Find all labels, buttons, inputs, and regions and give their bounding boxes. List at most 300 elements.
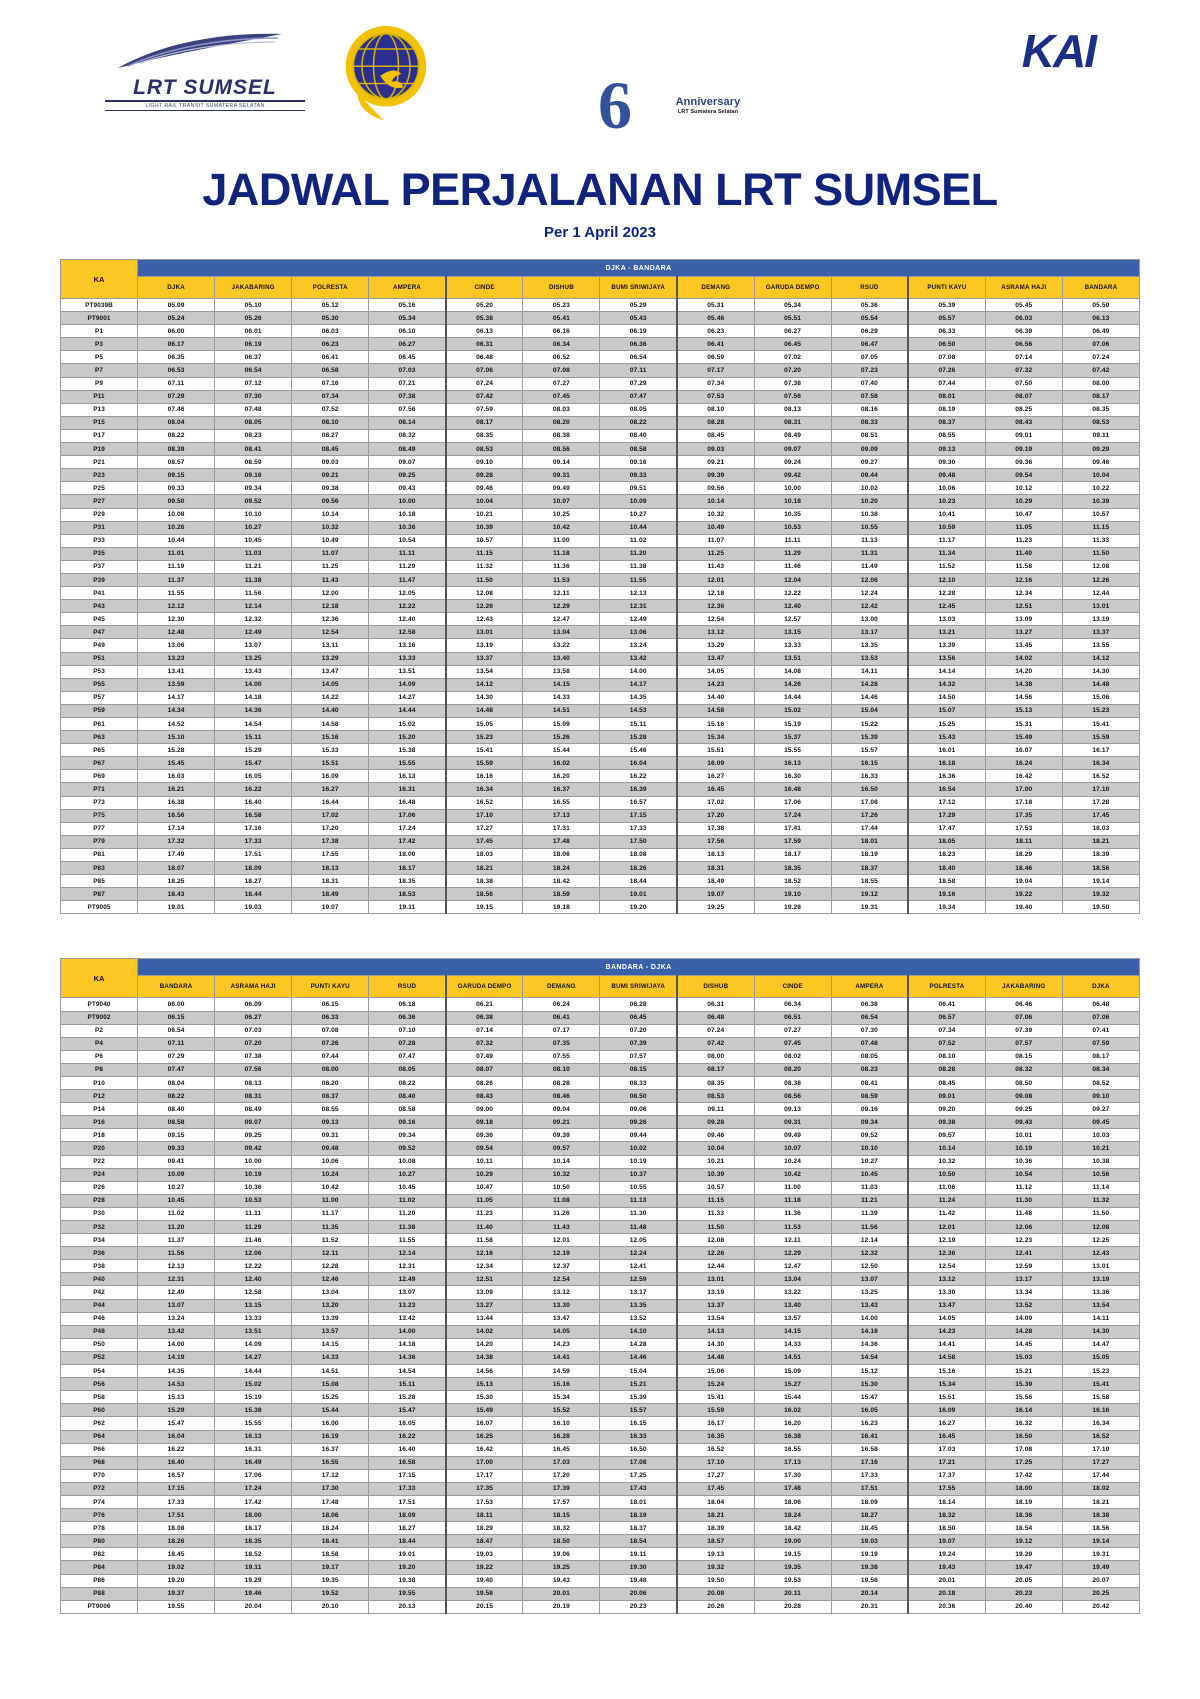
time-cell: 19.04 bbox=[985, 875, 1062, 888]
time-cell: 08.17 bbox=[677, 1063, 754, 1076]
time-cell: 08.17 bbox=[1062, 390, 1139, 403]
time-cell: 08.13 bbox=[754, 403, 831, 416]
time-cell: 17.45 bbox=[677, 1482, 754, 1495]
time-cell: 19.29 bbox=[215, 1574, 292, 1587]
time-cell: 20.26 bbox=[677, 1600, 754, 1613]
time-cell: 15.44 bbox=[523, 744, 600, 757]
time-cell: 19.22 bbox=[985, 888, 1062, 901]
time-cell: 10.20 bbox=[831, 495, 908, 508]
time-cell: 14.15 bbox=[754, 1325, 831, 1338]
anniversary-label: Anniversary bbox=[675, 95, 741, 108]
time-cell: 11.58 bbox=[985, 560, 1062, 573]
time-cell: 16.34 bbox=[446, 783, 523, 796]
time-cell: 15.51 bbox=[908, 1391, 985, 1404]
table-row bbox=[61, 573, 1140, 586]
time-cell: 11.34 bbox=[908, 547, 985, 560]
time-cell: 06.54 bbox=[215, 364, 292, 377]
time-cell: 18.40 bbox=[908, 862, 985, 875]
time-cell: 15.41 bbox=[446, 744, 523, 757]
time-cell: 13.43 bbox=[215, 665, 292, 678]
time-cell: 15.49 bbox=[446, 1404, 523, 1417]
time-cell: 19.11 bbox=[369, 901, 446, 914]
time-cell: 14.58 bbox=[908, 1351, 985, 1364]
time-cell: 11.00 bbox=[754, 1181, 831, 1194]
time-cell: 15.49 bbox=[985, 731, 1062, 744]
time-cell: 05.34 bbox=[369, 312, 446, 325]
time-cell: 09.54 bbox=[446, 1142, 523, 1155]
time-cell: 18.31 bbox=[677, 862, 754, 875]
ka-number-cell: P12 bbox=[61, 1090, 138, 1103]
time-cell: 18.37 bbox=[600, 1522, 677, 1535]
time-cell: 08.00 bbox=[677, 1050, 754, 1063]
time-cell: 13.59 bbox=[138, 678, 215, 691]
time-cell: 13.04 bbox=[754, 1273, 831, 1286]
time-cell: 14.36 bbox=[369, 1351, 446, 1364]
time-cell: 14.27 bbox=[215, 1351, 292, 1364]
ka-number-cell: P32 bbox=[61, 1221, 138, 1234]
table-row bbox=[61, 1168, 1140, 1181]
ka-number-cell: P8 bbox=[61, 1063, 138, 1076]
ka-number-cell: PT9006 bbox=[61, 1600, 138, 1613]
time-cell: 08.28 bbox=[523, 1076, 600, 1089]
time-cell: 11.53 bbox=[754, 1221, 831, 1234]
time-cell: 15.57 bbox=[600, 1404, 677, 1417]
time-cell: 18.11 bbox=[985, 835, 1062, 848]
time-cell: 15.43 bbox=[908, 731, 985, 744]
time-cell: 08.59 bbox=[831, 1090, 908, 1103]
time-cell: 09.31 bbox=[292, 1129, 369, 1142]
time-cell: 16.57 bbox=[600, 796, 677, 809]
time-cell: 11.38 bbox=[215, 573, 292, 586]
time-cell: 05.39 bbox=[908, 299, 985, 312]
time-cell: 12.08 bbox=[446, 587, 523, 600]
time-cell: 15.30 bbox=[446, 1391, 523, 1404]
ka-number-cell: PT9001 bbox=[61, 312, 138, 325]
time-cell: 17.41 bbox=[754, 822, 831, 835]
time-cell: 18.43 bbox=[138, 888, 215, 901]
time-cell: 13.39 bbox=[292, 1312, 369, 1325]
table-row bbox=[61, 626, 1140, 639]
time-cell: 19.38 bbox=[831, 1561, 908, 1574]
time-cell: 14.54 bbox=[369, 1365, 446, 1378]
time-cell: 15.39 bbox=[831, 731, 908, 744]
time-cell: 16.23 bbox=[831, 1417, 908, 1430]
time-cell: 19.03 bbox=[215, 901, 292, 914]
time-cell: 13.04 bbox=[292, 1286, 369, 1299]
time-cell: 19.15 bbox=[754, 1548, 831, 1561]
time-cell: 14.53 bbox=[138, 1378, 215, 1391]
time-cell: 09.21 bbox=[523, 1116, 600, 1129]
time-cell: 14.44 bbox=[215, 1365, 292, 1378]
time-cell: 08.50 bbox=[600, 1090, 677, 1103]
time-cell: 11.15 bbox=[677, 1194, 754, 1207]
time-cell: 18.41 bbox=[292, 1535, 369, 1548]
time-cell: 07.57 bbox=[600, 1050, 677, 1063]
time-cell: 14.05 bbox=[292, 678, 369, 691]
time-cell: 17.45 bbox=[446, 835, 523, 848]
time-cell: 05.41 bbox=[523, 312, 600, 325]
time-cell: 11.37 bbox=[138, 573, 215, 586]
time-cell: 08.19 bbox=[908, 403, 985, 416]
time-cell: 14.54 bbox=[831, 1351, 908, 1364]
time-cell: 16.55 bbox=[523, 796, 600, 809]
time-cell: 09.54 bbox=[985, 469, 1062, 482]
time-cell: 09.33 bbox=[138, 482, 215, 495]
time-cell: 17.45 bbox=[1062, 809, 1139, 822]
time-cell: 05.54 bbox=[831, 312, 908, 325]
time-cell: 13.16 bbox=[369, 639, 446, 652]
time-cell: 14.51 bbox=[292, 1365, 369, 1378]
time-cell: 18.58 bbox=[908, 875, 985, 888]
ka-number-cell: P4 bbox=[61, 1037, 138, 1050]
time-cell: 15.41 bbox=[1062, 1378, 1139, 1391]
time-cell: 07.47 bbox=[369, 1050, 446, 1063]
time-cell: 09.46 bbox=[446, 482, 523, 495]
time-cell: 07.30 bbox=[215, 390, 292, 403]
time-cell: 15.25 bbox=[908, 718, 985, 731]
time-cell: 20.10 bbox=[292, 1600, 369, 1613]
time-cell: 18.03 bbox=[1062, 822, 1139, 835]
time-cell: 11.36 bbox=[523, 560, 600, 573]
time-cell: 15.57 bbox=[831, 744, 908, 757]
table2-body bbox=[61, 998, 1140, 1613]
time-cell: 13.58 bbox=[523, 665, 600, 678]
ka-number-cell: P57 bbox=[61, 691, 138, 704]
time-cell: 09.38 bbox=[292, 482, 369, 495]
ka-number-cell: P39 bbox=[61, 573, 138, 586]
time-cell: 14.27 bbox=[369, 691, 446, 704]
table-row bbox=[61, 443, 1140, 456]
time-cell: 06.31 bbox=[677, 998, 754, 1011]
time-cell: 18.21 bbox=[677, 1509, 754, 1522]
time-cell: 10.04 bbox=[677, 1142, 754, 1155]
time-cell: 13.35 bbox=[600, 1299, 677, 1312]
table-row bbox=[61, 534, 1140, 547]
time-cell: 06.23 bbox=[677, 325, 754, 338]
time-cell: 19.29 bbox=[985, 1548, 1062, 1561]
schedule-table-djka-bandara bbox=[60, 259, 1140, 914]
time-cell: 12.31 bbox=[600, 600, 677, 613]
time-cell: 09.01 bbox=[908, 1090, 985, 1103]
time-cell: 16.09 bbox=[677, 757, 754, 770]
time-cell: 09.42 bbox=[215, 1142, 292, 1155]
station-header-dishub: DISHUB bbox=[677, 976, 754, 998]
time-cell: 12.12 bbox=[138, 600, 215, 613]
time-cell: 08.10 bbox=[908, 1050, 985, 1063]
time-cell: 11.38 bbox=[369, 1221, 446, 1234]
table-row bbox=[61, 848, 1140, 861]
time-cell: 06.03 bbox=[985, 312, 1062, 325]
time-cell: 12.57 bbox=[754, 613, 831, 626]
time-cell: 14.51 bbox=[523, 704, 600, 717]
time-cell: 17.08 bbox=[831, 796, 908, 809]
time-cell: 08.53 bbox=[446, 443, 523, 456]
time-cell: 07.47 bbox=[600, 390, 677, 403]
table-row bbox=[61, 1234, 1140, 1247]
time-cell: 09.03 bbox=[292, 456, 369, 469]
time-cell: 12.26 bbox=[446, 600, 523, 613]
time-cell: 15.09 bbox=[754, 1365, 831, 1378]
time-cell: 11.20 bbox=[600, 547, 677, 560]
time-cell: 07.46 bbox=[138, 403, 215, 416]
time-cell: 17.26 bbox=[831, 809, 908, 822]
time-cell: 16.21 bbox=[138, 783, 215, 796]
time-cell: 06.00 bbox=[138, 325, 215, 338]
time-cell: 10.18 bbox=[369, 508, 446, 521]
time-cell: 14.12 bbox=[1062, 652, 1139, 665]
time-cell: 06.03 bbox=[292, 325, 369, 338]
time-cell: 09.33 bbox=[600, 469, 677, 482]
time-cell: 07.17 bbox=[523, 1024, 600, 1037]
time-cell: 19.12 bbox=[985, 1535, 1062, 1548]
time-cell: 08.23 bbox=[215, 429, 292, 442]
time-cell: 12.08 bbox=[1062, 1221, 1139, 1234]
ka-number-cell: P65 bbox=[61, 744, 138, 757]
ka-number-cell: P3 bbox=[61, 338, 138, 351]
time-cell: 13.00 bbox=[831, 613, 908, 626]
time-cell: 14.23 bbox=[677, 678, 754, 691]
time-cell: 13.11 bbox=[292, 639, 369, 652]
time-cell: 18.19 bbox=[985, 1495, 1062, 1508]
time-cell: 09.11 bbox=[677, 1103, 754, 1116]
time-cell: 07.06 bbox=[1062, 1011, 1139, 1024]
time-cell: 13.04 bbox=[523, 626, 600, 639]
time-cell: 14.00 bbox=[138, 1338, 215, 1351]
time-cell: 07.34 bbox=[908, 1024, 985, 1037]
time-cell: 16.37 bbox=[523, 783, 600, 796]
station-header-demang: DEMANG bbox=[677, 277, 754, 299]
time-cell: 14.30 bbox=[1062, 1325, 1139, 1338]
time-cell: 13.51 bbox=[215, 1325, 292, 1338]
time-cell: 11.02 bbox=[369, 1194, 446, 1207]
time-cell: 13.19 bbox=[1062, 1273, 1139, 1286]
time-cell: 12.50 bbox=[831, 1260, 908, 1273]
time-cell: 17.33 bbox=[831, 1469, 908, 1482]
time-cell: 13.54 bbox=[446, 665, 523, 678]
time-cell: 20.42 bbox=[1062, 1600, 1139, 1613]
time-cell: 05.51 bbox=[754, 312, 831, 325]
time-cell: 09.28 bbox=[677, 1116, 754, 1129]
time-cell: 16.31 bbox=[215, 1443, 292, 1456]
time-cell: 17.24 bbox=[754, 809, 831, 822]
time-cell: 17.06 bbox=[369, 809, 446, 822]
time-cell: 10.44 bbox=[138, 534, 215, 547]
time-cell: 08.01 bbox=[908, 390, 985, 403]
time-cell: 11.48 bbox=[985, 1207, 1062, 1220]
time-cell: 18.27 bbox=[369, 1522, 446, 1535]
time-cell: 08.10 bbox=[292, 416, 369, 429]
time-cell: 10.36 bbox=[369, 521, 446, 534]
time-cell: 09.07 bbox=[754, 443, 831, 456]
time-cell: 08.57 bbox=[138, 456, 215, 469]
ka-number-cell: P68 bbox=[61, 1456, 138, 1469]
time-cell: 16.57 bbox=[138, 1469, 215, 1482]
table-row bbox=[61, 1509, 1140, 1522]
time-cell: 12.11 bbox=[523, 587, 600, 600]
time-cell: 13.34 bbox=[985, 1286, 1062, 1299]
table-row bbox=[61, 783, 1140, 796]
time-cell: 14.23 bbox=[908, 1325, 985, 1338]
time-cell: 18.45 bbox=[831, 1522, 908, 1535]
table-row bbox=[61, 1430, 1140, 1443]
time-cell: 06.47 bbox=[831, 338, 908, 351]
time-cell: 17.03 bbox=[908, 1443, 985, 1456]
table-row bbox=[61, 691, 1140, 704]
time-cell: 08.55 bbox=[908, 429, 985, 442]
time-cell: 15.11 bbox=[369, 1378, 446, 1391]
table-row bbox=[61, 888, 1140, 901]
time-cell: 15.28 bbox=[600, 731, 677, 744]
time-cell: 11.25 bbox=[677, 547, 754, 560]
time-cell: 10.25 bbox=[523, 508, 600, 521]
time-cell: 15.23 bbox=[1062, 704, 1139, 717]
time-cell: 14.18 bbox=[831, 1325, 908, 1338]
time-cell: 09.25 bbox=[215, 1129, 292, 1142]
time-cell: 15.37 bbox=[754, 731, 831, 744]
time-cell: 09.34 bbox=[369, 1129, 446, 1142]
time-cell: 20.23 bbox=[985, 1587, 1062, 1600]
time-cell: 17.20 bbox=[677, 809, 754, 822]
time-cell: 08.20 bbox=[754, 1063, 831, 1076]
time-cell: 07.11 bbox=[600, 364, 677, 377]
time-cell: 10.21 bbox=[446, 508, 523, 521]
time-cell: 17.15 bbox=[138, 1482, 215, 1495]
time-cell: 19.24 bbox=[908, 1548, 985, 1561]
ka-number-cell: P58 bbox=[61, 1391, 138, 1404]
table1-route-label: DJKA - BANDARA bbox=[138, 260, 1140, 277]
time-cell: 08.49 bbox=[754, 429, 831, 442]
time-cell: 14.00 bbox=[369, 1325, 446, 1338]
time-cell: 10.27 bbox=[369, 1168, 446, 1181]
time-cell: 10.42 bbox=[292, 1181, 369, 1194]
time-cell: 06.54 bbox=[600, 351, 677, 364]
time-cell: 09.15 bbox=[138, 469, 215, 482]
time-cell: 18.03 bbox=[446, 848, 523, 861]
time-cell: 17.20 bbox=[523, 1469, 600, 1482]
time-cell: 15.30 bbox=[831, 1378, 908, 1391]
time-cell: 07.35 bbox=[523, 1037, 600, 1050]
time-cell: 06.45 bbox=[754, 338, 831, 351]
table-row bbox=[61, 1194, 1140, 1207]
time-cell: 19.55 bbox=[369, 1587, 446, 1600]
time-cell: 06.19 bbox=[215, 338, 292, 351]
time-cell: 13.42 bbox=[600, 652, 677, 665]
time-cell: 15.22 bbox=[831, 718, 908, 731]
time-cell: 08.50 bbox=[985, 1076, 1062, 1089]
time-cell: 16.58 bbox=[215, 809, 292, 822]
time-cell: 09.16 bbox=[369, 1116, 446, 1129]
time-cell: 16.04 bbox=[600, 757, 677, 770]
time-cell: 12.24 bbox=[831, 587, 908, 600]
table-row bbox=[61, 1548, 1140, 1561]
time-cell: 10.53 bbox=[215, 1194, 292, 1207]
time-cell: 14.28 bbox=[985, 1325, 1062, 1338]
time-cell: 10.18 bbox=[754, 495, 831, 508]
time-cell: 11.14 bbox=[1062, 1181, 1139, 1194]
time-cell: 08.07 bbox=[446, 1063, 523, 1076]
time-cell: 15.51 bbox=[677, 744, 754, 757]
time-cell: 17.38 bbox=[292, 835, 369, 848]
time-cell: 15.16 bbox=[677, 718, 754, 731]
time-cell: 07.12 bbox=[215, 377, 292, 390]
table-row bbox=[61, 1037, 1140, 1050]
time-cell: 17.53 bbox=[985, 822, 1062, 835]
time-cell: 15.44 bbox=[754, 1391, 831, 1404]
time-cell: 13.15 bbox=[215, 1299, 292, 1312]
time-cell: 14.58 bbox=[292, 718, 369, 731]
time-cell: 17.02 bbox=[292, 809, 369, 822]
time-cell: 08.26 bbox=[446, 1076, 523, 1089]
table-row bbox=[61, 1116, 1140, 1129]
time-cell: 18.13 bbox=[292, 862, 369, 875]
time-cell: 07.40 bbox=[831, 377, 908, 390]
time-cell: 14.23 bbox=[523, 1338, 600, 1351]
time-cell: 06.38 bbox=[831, 998, 908, 1011]
time-cell: 15.38 bbox=[215, 1404, 292, 1417]
time-cell: 17.33 bbox=[138, 1495, 215, 1508]
time-cell: 19.14 bbox=[1062, 1535, 1139, 1548]
time-cell: 06.56 bbox=[985, 338, 1062, 351]
time-cell: 05.29 bbox=[600, 299, 677, 312]
time-cell: 10.54 bbox=[369, 534, 446, 547]
table-row bbox=[61, 1587, 1140, 1600]
time-cell: 14.38 bbox=[985, 678, 1062, 691]
time-cell: 18.55 bbox=[831, 875, 908, 888]
time-cell: 19.32 bbox=[677, 1561, 754, 1574]
time-cell: 09.16 bbox=[215, 469, 292, 482]
time-cell: 18.49 bbox=[677, 875, 754, 888]
time-cell: 18.29 bbox=[446, 1522, 523, 1535]
time-cell: 07.20 bbox=[215, 1037, 292, 1050]
ka-number-cell: P1 bbox=[61, 325, 138, 338]
time-cell: 13.53 bbox=[831, 652, 908, 665]
time-cell: 13.25 bbox=[831, 1286, 908, 1299]
time-cell: 16.27 bbox=[677, 770, 754, 783]
time-cell: 11.43 bbox=[677, 560, 754, 573]
time-cell: 11.33 bbox=[677, 1207, 754, 1220]
time-cell: 14.33 bbox=[754, 1338, 831, 1351]
time-cell: 06.34 bbox=[754, 998, 831, 1011]
time-cell: 15.20 bbox=[369, 731, 446, 744]
time-cell: 18.24 bbox=[292, 1522, 369, 1535]
table1-ka-header: KA bbox=[61, 260, 138, 299]
time-cell: 14.41 bbox=[908, 1338, 985, 1351]
table-row bbox=[61, 731, 1140, 744]
time-cell: 16.24 bbox=[985, 757, 1062, 770]
time-cell: 13.52 bbox=[985, 1299, 1062, 1312]
ka-number-cell: P13 bbox=[61, 403, 138, 416]
time-cell: 18.35 bbox=[369, 875, 446, 888]
time-cell: 19.18 bbox=[523, 901, 600, 914]
time-cell: 13.37 bbox=[1062, 626, 1139, 639]
time-cell: 09.46 bbox=[677, 1129, 754, 1142]
time-cell: 13.19 bbox=[677, 1286, 754, 1299]
time-cell: 06.48 bbox=[677, 1011, 754, 1024]
time-cell: 06.24 bbox=[523, 998, 600, 1011]
time-cell: 18.47 bbox=[446, 1535, 523, 1548]
time-cell: 19.02 bbox=[138, 1561, 215, 1574]
table-row bbox=[61, 1155, 1140, 1168]
time-cell: 11.32 bbox=[1062, 1194, 1139, 1207]
time-cell: 13.47 bbox=[523, 1312, 600, 1325]
time-cell: 16.39 bbox=[600, 783, 677, 796]
time-cell: 19.50 bbox=[1062, 901, 1139, 914]
time-cell: 08.28 bbox=[908, 1063, 985, 1076]
time-cell: 11.11 bbox=[215, 1207, 292, 1220]
time-cell: 13.07 bbox=[215, 639, 292, 652]
time-cell: 07.27 bbox=[523, 377, 600, 390]
time-cell: 10.19 bbox=[985, 1142, 1062, 1155]
